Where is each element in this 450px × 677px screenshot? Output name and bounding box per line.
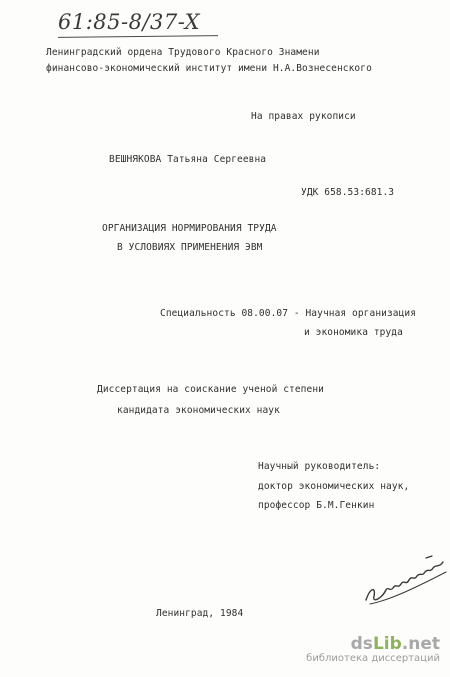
archive-code-handwritten: 61:85-8/37-X — [58, 10, 201, 34]
supervisor-line-3: профессор Б.М.Генкин — [258, 500, 375, 511]
org-line-1: Ленинградский ордена Трудового Красного Знамени — [46, 47, 320, 58]
city-year: Ленинград, 1984 — [156, 608, 244, 619]
watermark-brand-suffix: .net — [401, 634, 440, 654]
title-line-2: В УСЛОВИЯХ ПРИМЕНЕНИЯ ЭВМ — [117, 242, 263, 253]
specialty-line-2: и экономика труда — [304, 327, 403, 338]
dissertation-line-2: кандидата экономических наук — [117, 405, 280, 416]
org-line-2: финансово-экономический институт имени Н.А.Вознесенского — [46, 63, 372, 74]
dissertation-line-1: Диссертация на соискание ученой степени — [97, 384, 324, 395]
watermark-brand — [306, 635, 440, 653]
author-name: ВЕШНЯКОВА Татьяна Сергеевна — [109, 154, 267, 165]
supervisor-line-1: Научный руководитель: — [258, 461, 381, 472]
rights-note: На правах рукописи — [251, 111, 356, 122]
watermark-brand-prefix: ds — [350, 634, 373, 654]
title-line-1: ОРГАНИЗАЦИЯ НОРМИРОВАНИЯ ТРУДА — [102, 223, 277, 234]
watermark-subtitle: библиотека диссертаций — [306, 653, 440, 664]
dslib-watermark — [306, 635, 440, 665]
supervisor-line-2: доктор экономических наук, — [258, 481, 410, 492]
archive-code-underline — [58, 35, 218, 38]
specialty-line-1: Специальность 08.00.07 - Научная организация — [160, 308, 417, 319]
handwritten-signature — [360, 548, 450, 608]
watermark-brand-lib: Lib — [372, 634, 402, 654]
udc-code: УДК 658.53:681.3 — [301, 187, 395, 198]
